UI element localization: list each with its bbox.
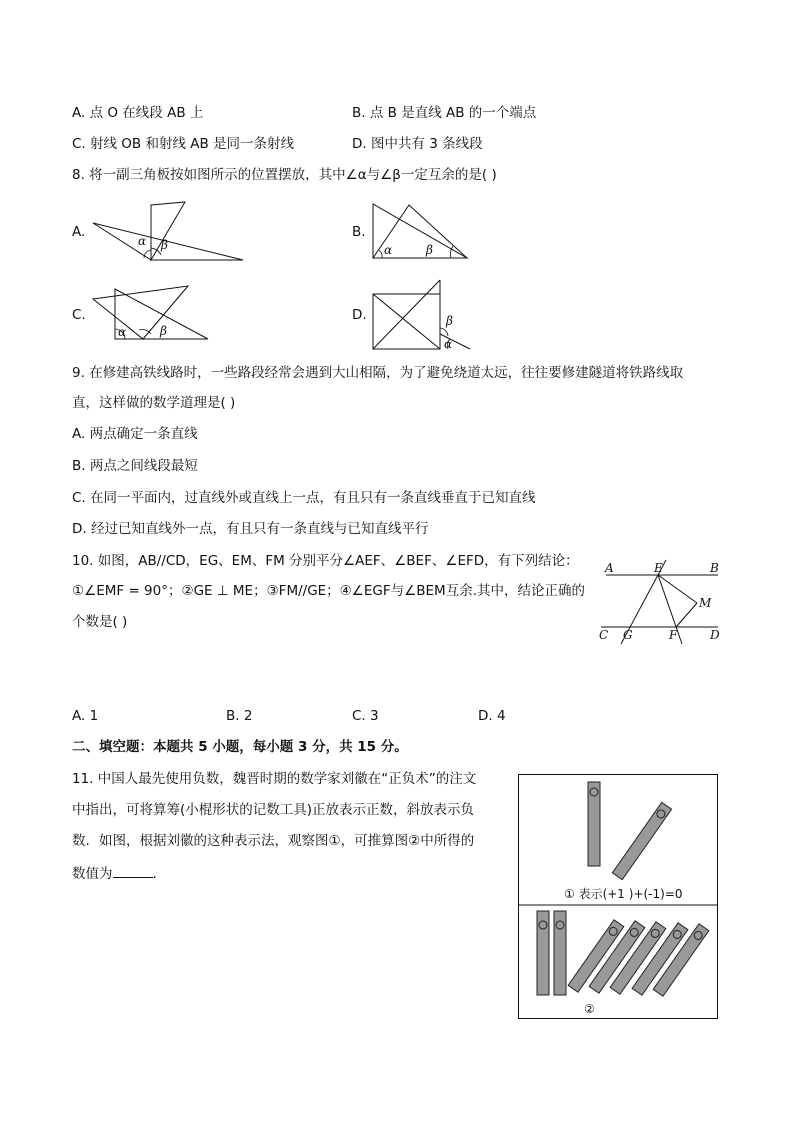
q8-figure-d xyxy=(366,278,476,353)
q9-option-c: C. 在同一平面内，过直线外或直线上一点，有且只有一条直线垂直于已知直线 xyxy=(72,490,536,506)
q10-point-e: E xyxy=(654,561,663,575)
q10-option-c: C. 3 xyxy=(352,708,379,724)
q7-option-c: C. 射线 OB 和射线 AB 是同一条射线 xyxy=(72,136,295,152)
q10-stem-line3: 个数是( ) xyxy=(72,614,128,630)
q11-counting-rods-figure xyxy=(518,774,719,1020)
q10-option-a: A. 1 xyxy=(72,708,99,724)
q10-point-a: A xyxy=(605,561,614,575)
q11-line3: 数．如图，根据刘徽的这种表示法，观察图①，可推算图②中所得的 xyxy=(72,833,475,849)
q10-stem-line1: 10. 如图，AB//CD，EG、EM、FM 分别平分∠AEF、∠BEF、∠EFD，有下列结论： xyxy=(72,553,579,569)
q8-label-d: D. xyxy=(352,307,367,323)
q11-line1: 11. 中国人最先使用负数，魏晋时期的数学家刘徽在“正负术”的注文 xyxy=(72,771,477,787)
fig1-upright-rod xyxy=(588,782,600,866)
fig1-caption: ① 表示(+1 )+(-1)=0 xyxy=(564,887,683,901)
q8d-beta-label: β xyxy=(446,314,453,328)
q9-option-d: D. 经过已知直线外一点，有且只有一条直线与已知直线平行 xyxy=(72,521,429,537)
q11-line4 xyxy=(72,864,157,883)
section2-heading: 二、填空题：本题共 5 小题，每小题 3 分，共 15 分。 xyxy=(72,739,408,755)
q10-point-c: C xyxy=(599,628,609,642)
q8c-alpha-label: α xyxy=(118,325,127,339)
q9-option-b: B. 两点之间线段最短 xyxy=(72,458,198,474)
q9-stem-line1: 9. 在修建高铁线路时，一些路段经常会遇到大山相隔，为了避免绕道太远，往往要修建隧道将铁路线取 xyxy=(72,365,684,381)
q8-label-c: C. xyxy=(72,307,86,323)
q11-line2: 中指出，可将算筹(小棍形状的记数工具)正放表示正数，斜放表示负 xyxy=(72,802,475,818)
q10-point-f: F xyxy=(669,628,678,642)
fig2-upright-rod xyxy=(537,911,549,995)
q10-point-d: D xyxy=(710,628,720,642)
q9-option-a: A. 两点确定一条直线 xyxy=(72,426,198,442)
q8a-beta-label: β xyxy=(161,238,168,252)
q10-point-m: M xyxy=(699,596,712,610)
fig2-caption: ② xyxy=(584,1002,595,1016)
q8-figure-c xyxy=(88,282,213,344)
q10-point-g: G xyxy=(623,628,633,642)
q8-figure-a xyxy=(88,198,248,264)
q8b-alpha-label: α xyxy=(384,243,393,257)
q10-stem-line2: ①∠EMF = 90°；②GE ⊥ ME；③FM//GE；④∠EGF与∠BEM互余.其中，结论正确的 xyxy=(72,583,585,599)
q11-line4-prefix: 数值为 xyxy=(72,866,113,882)
q9-stem-line2: 直，这样做的数学道理是( ) xyxy=(72,395,236,411)
q8-label-a: A. xyxy=(72,224,86,240)
q8a-alpha-label: α xyxy=(138,234,147,248)
q8-stem: 8. 将一副三角板按如图所示的位置摆放，其中∠α与∠β一定互余的是( ) xyxy=(72,167,497,183)
q7-option-a: A. 点 O 在线段 AB 上 xyxy=(72,105,204,121)
q8d-alpha-label: α xyxy=(444,337,453,351)
q8b-beta-label: β xyxy=(426,243,433,257)
q8c-beta-label: β xyxy=(160,324,167,338)
fig2-upright-rod xyxy=(554,911,566,995)
q8-label-b: B. xyxy=(352,224,366,240)
q7-option-d: D. 图中共有 3 条线段 xyxy=(352,136,483,152)
q10-option-d: D. 4 xyxy=(478,708,506,724)
q8-figure-b xyxy=(366,198,476,264)
q7-option-b: B. 点 B 是直线 AB 的一个端点 xyxy=(352,105,537,121)
q11-line4-suffix: . xyxy=(152,866,157,882)
q11-answer-blank[interactable] xyxy=(113,864,153,878)
q10-point-b: B xyxy=(710,561,719,575)
q10-figure xyxy=(596,558,726,650)
q10-option-b: B. 2 xyxy=(226,708,253,724)
